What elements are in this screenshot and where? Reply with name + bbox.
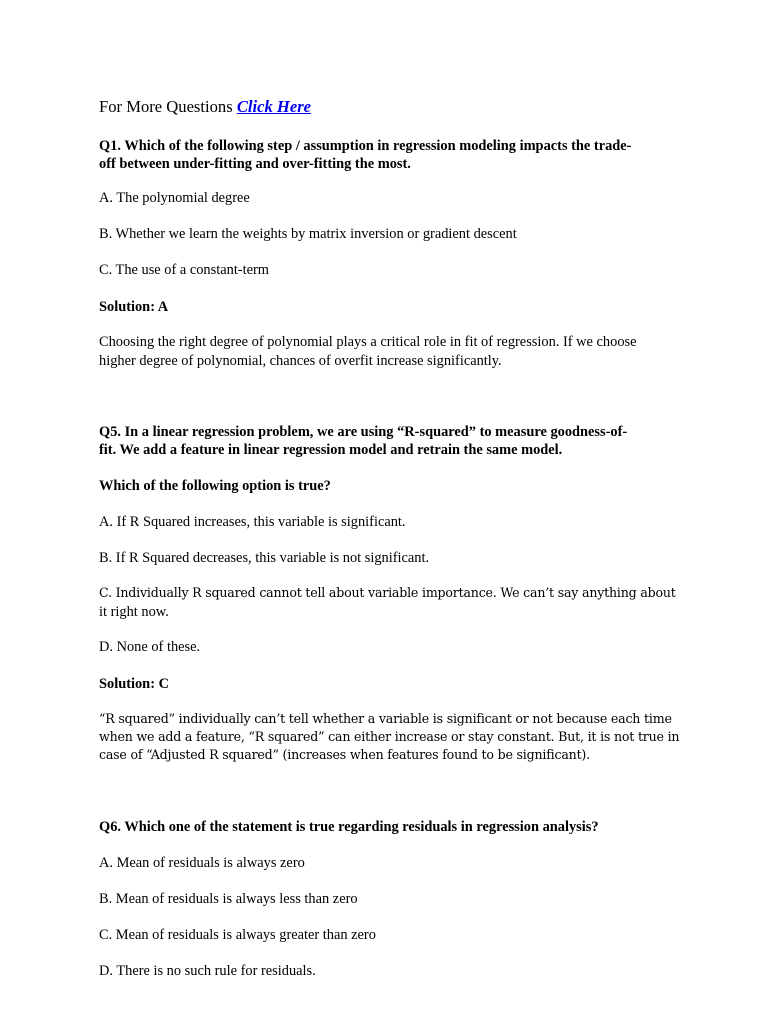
q5-solution: Solution: C: [99, 676, 169, 692]
q5-explanation-line-3: case of “Adjusted R squared” (increases when features found to be significant).: [99, 747, 590, 762]
q5-option-d: D. None of these.: [99, 639, 201, 655]
q5-question-line-1: Q5. In a linear regression problem, we are using “R-squared” to measure goodness-of-: [99, 424, 628, 440]
q5-subquestion: Which of the following option is true?: [99, 478, 331, 494]
q1-explanation-line-2: higher degree of polynomial, chances of overfit increase significantly.: [99, 353, 502, 369]
q1-option-b: B. Whether we learn the weights by matrix inversion or gradient descent: [99, 226, 517, 242]
q1-solution: Solution: A: [99, 299, 169, 315]
q1-option-a: A. The polynomial degree: [99, 190, 250, 206]
q5-option-c-line-2: it right now.: [99, 604, 169, 620]
header-prefix: For More Questions: [99, 97, 237, 116]
header-line: [99, 97, 689, 117]
q6-question: Q6. Which one of the statement is true regarding residuals in regression analysis?: [99, 819, 599, 835]
q5-option-b: B. If R Squared decreases, this variable is not significant.: [99, 550, 430, 566]
q1-question-line-1: Q1. Which of the following step / assumption in regression modeling impacts the trade-: [99, 138, 632, 154]
q1-explanation-line-1: Choosing the right degree of polynomial plays a critical role in fit of regression. If we choose: [99, 334, 637, 350]
q1-option-c: C. The use of a constant-term: [99, 262, 269, 278]
q1-question-line-2: off between under-fitting and over-fitting the most.: [99, 156, 411, 172]
q6-option-c: C. Mean of residuals is always greater than zero: [99, 927, 376, 943]
q5-explanation-line-2: when we add a feature, “R squared” can either increase or stay constant. But, it is not true in: [99, 729, 680, 744]
q6-option-b: B. Mean of residuals is always less than zero: [99, 891, 358, 907]
q6-option-a: A. Mean of residuals is always zero: [99, 855, 305, 871]
click-here-link[interactable]: Click Here: [236, 97, 312, 116]
q6-option-d: D. There is no such rule for residuals.: [99, 963, 316, 979]
q5-explanation-line-1: “R squared” individually can’t tell whether a variable is significant or not because each time: [99, 711, 672, 726]
q5-question-line-2: fit. We add a feature in linear regression model and retrain the same model.: [99, 442, 563, 458]
q5-option-a: A. If R Squared increases, this variable is significant.: [99, 514, 406, 530]
q5-option-c-line-1: C. Individually R squared cannot tell about variable importance. We can’t say anything about: [99, 585, 676, 600]
